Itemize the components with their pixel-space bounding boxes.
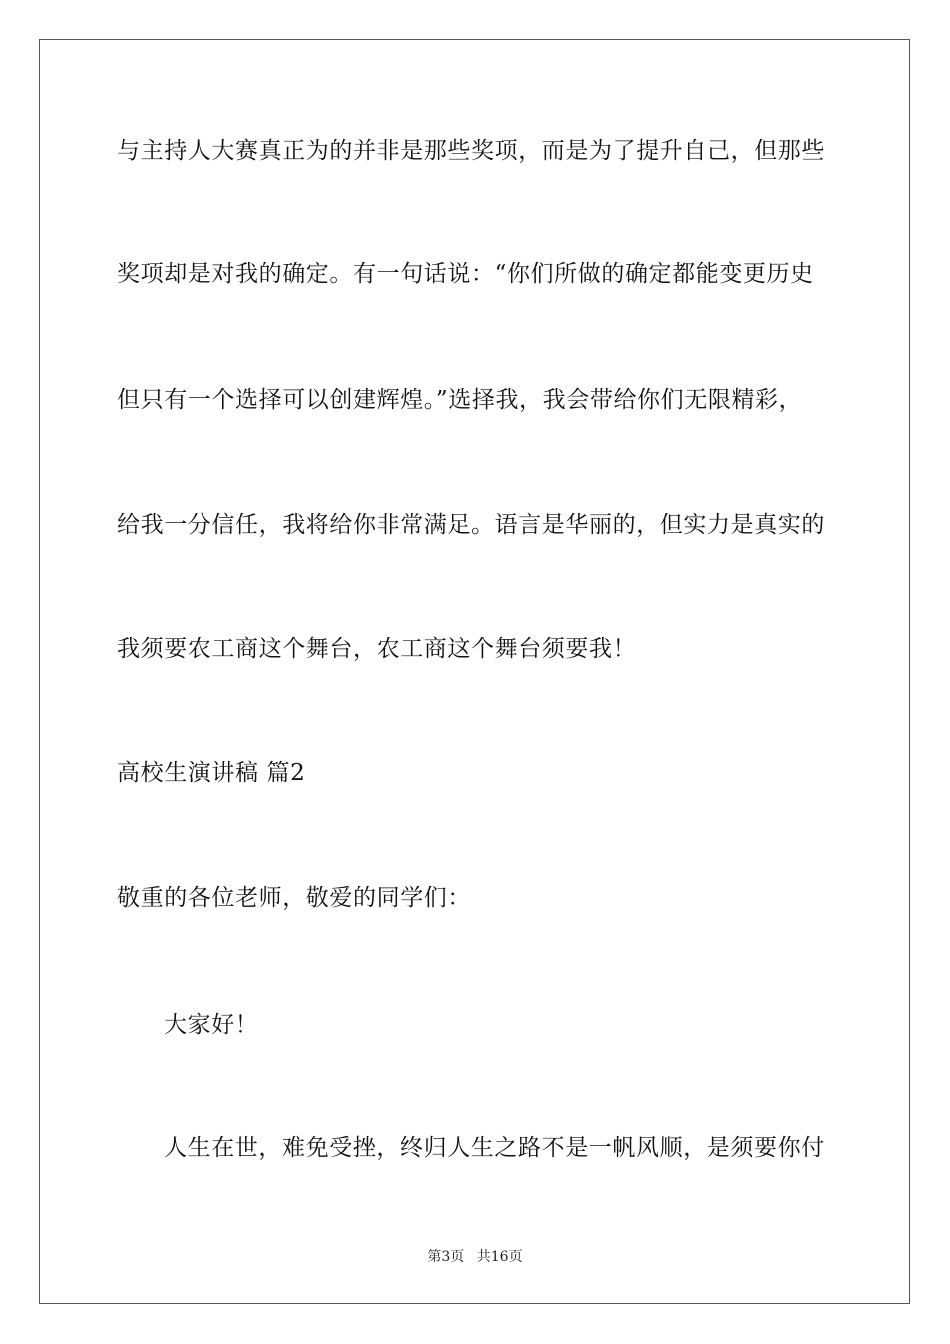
- section-title: 高校生演讲稿 篇2: [117, 760, 306, 786]
- page-total: 共16页: [476, 1249, 523, 1265]
- text-line-4: 给我一分信任，我将给你非常满足。语言是华丽的，但实力是真实的: [117, 512, 825, 538]
- text-line-1: 与主持人大赛真正为的并非是那些奖项，而是为了提升自己，但那些: [117, 138, 825, 164]
- page-border: [39, 39, 910, 1304]
- text-line-2: 奖项却是对我的确定。有一句话说：“你们所做的确定都能变更历史: [117, 261, 814, 287]
- text-line-5: 我须要农工商这个舞台，农工商这个舞台须要我！: [117, 636, 637, 662]
- text-line-3: 但只有一个选择可以创建辉煌。”选择我，我会带给你们无限精彩，: [117, 387, 803, 413]
- page-current: 第3页: [427, 1249, 465, 1265]
- page-footer: [0, 1246, 950, 1266]
- paragraph-start: 人生在世，难免受挫，终归人生之路不是一帆风顺，是须要你付: [164, 1135, 825, 1161]
- greeting: 大家好！: [164, 1012, 259, 1038]
- salutation: 敬重的各位老师，敬爱的同学们：: [117, 885, 471, 911]
